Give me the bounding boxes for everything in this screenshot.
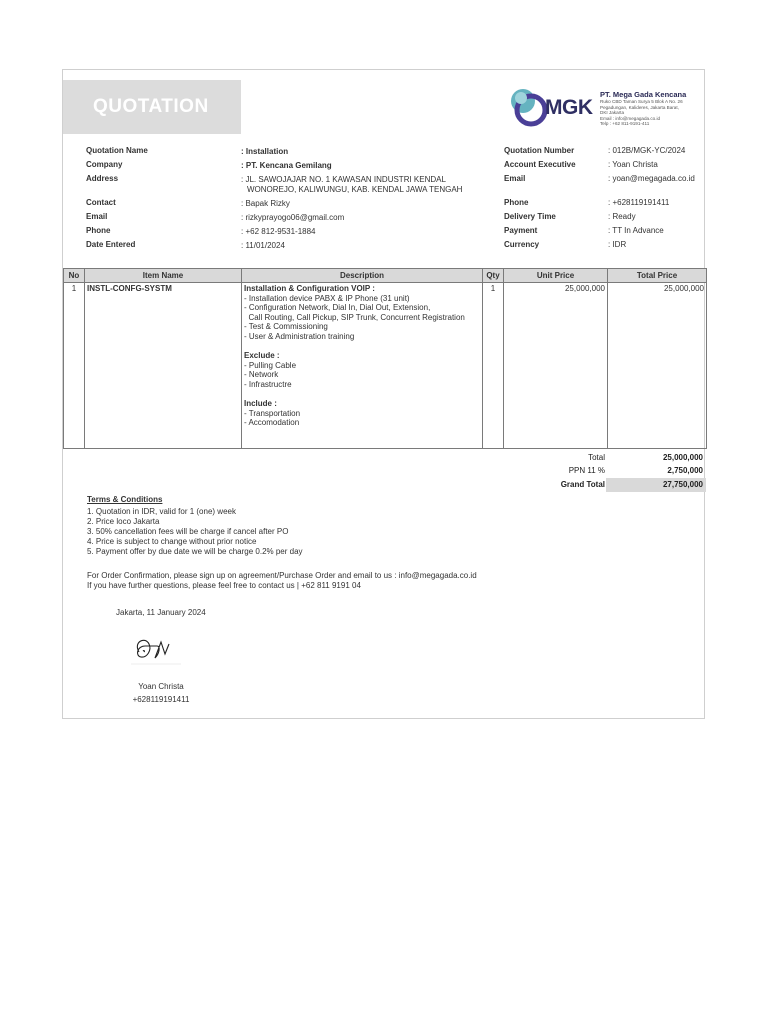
col-header-description: Description: [242, 269, 483, 283]
order-confirmation-note: [87, 571, 477, 591]
company-logo: [507, 86, 597, 128]
include-title: Include :: [244, 399, 277, 409]
payment-label: Payment: [504, 226, 538, 235]
signer-name: Yoan Christa: [138, 682, 184, 691]
quotation-document: [62, 69, 705, 719]
items-table: [63, 268, 707, 449]
address-value-line2: WONOREJO, KALIWUNGU, KAB. KENDAL JAWA TENGAH: [247, 185, 463, 194]
signer-block: [113, 680, 209, 706]
row-no: 1: [64, 283, 85, 449]
address-value-line1: : JL. SAWOJAJAR NO. 1 KAWASAN INDUSTRI KENDAL: [241, 175, 446, 184]
company-name: PT. Mega Gada Kencana: [600, 90, 687, 99]
exclude-line: - Pulling Cable: [244, 360, 297, 370]
signature-icon: [121, 624, 193, 674]
col-header-qty: Qty: [483, 269, 504, 283]
desc-line: - User & Administration training: [244, 331, 355, 341]
terms-and-conditions: [87, 495, 303, 557]
subtotal-value: 25,000,000: [662, 453, 703, 462]
terms-item: 2. Price loco Jakarta: [87, 517, 160, 526]
account-executive-value: : Yoan Christa: [608, 160, 658, 169]
subtotal-row: [63, 452, 706, 464]
confirmation-line: For Order Confirmation, please sign up on agreement/Purchase Order and email to us : info@megagada.co.id: [87, 571, 477, 580]
terms-item: 4. Price is subject to change without prior notice: [87, 537, 257, 546]
desc-line: Call Routing, Call Pickup, SIP Trunk, Concurrent Registration: [244, 312, 465, 322]
signer-phone: +628119191411: [132, 695, 190, 704]
email-value: : rizkyprayogo06@gmail.com: [241, 213, 345, 222]
email-label: Email: [86, 212, 108, 221]
ae-phone-value: : +628119191411: [608, 198, 670, 207]
table-row: [64, 283, 707, 449]
company-address-line: Pegadungan, Kalideres, Jakarta Barat,: [600, 104, 679, 110]
contact-label: Contact: [86, 198, 116, 207]
include-line: - Accomodation: [244, 418, 300, 428]
date-entered-label: Date Entered: [86, 240, 136, 249]
address-label: Address: [86, 174, 119, 183]
col-header-no: No: [64, 269, 85, 283]
table-header-row: [64, 269, 707, 283]
include-line: - Transportation: [244, 408, 301, 418]
ppn-value: 2,750,000: [667, 466, 703, 475]
terms-title: Terms & Conditions: [87, 495, 163, 504]
grand-total-value: 27,750,000: [662, 480, 703, 489]
desc-line: - Test & Commissioning: [244, 322, 328, 332]
delivery-time-label: Delivery Time: [504, 212, 556, 221]
terms-item: 3. 50% cancellation fees will be charge if cancel after PO: [87, 527, 289, 536]
ae-email-label: Email: [504, 174, 526, 183]
exclude-line: - Infrastructre: [244, 379, 292, 389]
quotation-number-label: Quotation Number: [504, 146, 575, 155]
ae-phone-label: Phone: [504, 198, 529, 207]
desc-title: Installation & Configuration VOIP :: [244, 284, 375, 293]
currency-label: Currency: [504, 240, 540, 249]
desc-line: - Configuration Network, Dial In, Dial Out, Extension,: [244, 303, 431, 313]
terms-item: 5. Payment offer by due date we will be charge 0.2% per day: [87, 547, 303, 556]
date-entered-value: : 11/01/2024: [241, 241, 285, 250]
phone-label: Phone: [86, 226, 111, 235]
phone-value: : +62 812-9531-1884: [241, 227, 316, 236]
logo-text: MGK: [545, 96, 593, 119]
company-label: Company: [86, 160, 123, 169]
signature-place-date: Jakarta, 11 January 2024: [116, 608, 206, 617]
quotation-name-label: Quotation Name: [86, 146, 148, 155]
ae-email-value: : yoan@megagada.co.id: [608, 174, 695, 183]
company-address-line: DKI Jakarta: [600, 110, 624, 116]
col-header-unit-price: Unit Price: [504, 269, 608, 283]
exclude-title: Exclude :: [244, 351, 280, 361]
title-banner: [63, 80, 241, 134]
row-item-name: INSTL-CONFG-SYSTM: [85, 283, 242, 449]
company-header: [600, 90, 704, 127]
ppn-label: PPN 11 %: [568, 466, 605, 475]
contact-line: If you have further questions, please feel free to contact us | +62 811 9191 04: [87, 581, 361, 590]
company-address-line: Email : info@megagada.co.id: [600, 115, 661, 121]
currency-value: : IDR: [608, 240, 627, 249]
document-title: QUOTATION: [93, 96, 209, 117]
col-header-item-name: Item Name: [85, 269, 242, 283]
row-total-price: 25,000,000: [608, 283, 707, 449]
contact-value: : Bapak Rizky: [241, 199, 290, 208]
quotation-name-value: : Installation: [241, 147, 289, 156]
company-address-line: Telp : +62 811-9191-411: [600, 121, 650, 127]
account-executive-label: Account Executive: [504, 160, 576, 169]
payment-value: : TT In Advance: [608, 226, 664, 235]
grand-total-row: [63, 479, 706, 491]
row-description: [242, 283, 483, 449]
terms-item: 1. Quotation in IDR, valid for 1 (one) week: [87, 507, 236, 516]
ppn-row: [63, 465, 706, 477]
row-qty: 1: [483, 283, 504, 449]
exclude-line: - Network: [244, 370, 279, 380]
row-unit-price: 25,000,000: [504, 283, 608, 449]
company-value: : PT. Kencana Gemilang: [241, 161, 332, 170]
desc-line: - Installation device PABX & IP Phone (31 unit): [244, 293, 410, 303]
quotation-number-value: : 012B/MGK-YC/2024: [608, 146, 686, 155]
col-header-total-price: Total Price: [608, 269, 707, 283]
subtotal-label: Total: [588, 453, 605, 462]
delivery-time-value: : Ready: [608, 212, 636, 221]
grand-total-label: Grand Total: [560, 480, 605, 489]
company-address-line: Ruko CBD Taman Surya 5 Blok A No. 26: [600, 99, 683, 104]
